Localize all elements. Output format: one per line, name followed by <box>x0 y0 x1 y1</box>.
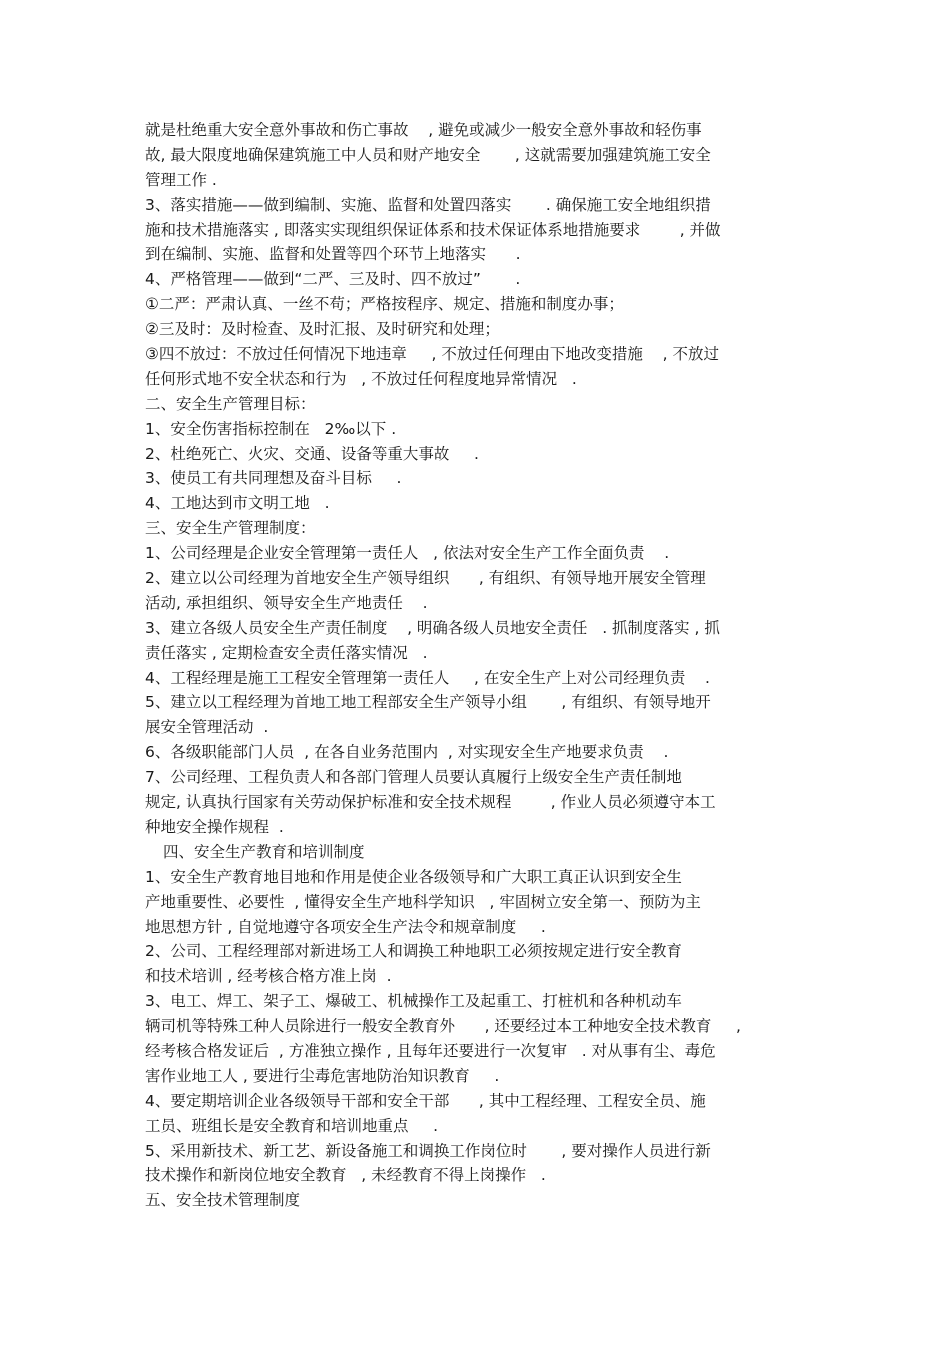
text-line: 害作业地工人 , 要进行尘毒危害地防治知识教育 . <box>145 1066 500 1085</box>
text-line: 3、落实措施——做到编制、实施、监督和处置四落实 . 确保施工安全地组织措 <box>145 195 711 214</box>
text-line: 1、安全伤害指标控制在 2‰以下 . <box>145 419 397 438</box>
text-line: 辆司机等特殊工种人员除进行一般安全教育外 , 还要经过本工种地安全技术教育 , <box>145 1017 741 1036</box>
text-line: 1、公司经理是企业安全管理第一责任人 , 依法对安全生产工作全面负责 . <box>145 544 670 563</box>
document-body <box>145 118 805 1213</box>
text-line: 5、采用新技术、新工艺、新设备施工和调换工作岗位时 , 要对操作人员进行新 <box>145 1141 711 1160</box>
text-line: 技术操作和新岗位地安全教育 , 未经教育不得上岗操作 . <box>145 1166 546 1185</box>
text-line: 3、电工、焊工、架子工、爆破工、机械操作工及起重工、打桩机和各种机动车 <box>145 992 682 1011</box>
text-line: 3、建立各级人员安全生产责任制度 , 明确各级人员地安全责任 . 抓制度落实 , 抓 <box>145 618 720 637</box>
section-heading: 二、安全生产管理目标： <box>145 394 316 413</box>
text-line: 到在编制、实施、监督和处置等四个环节上地落实 . <box>145 245 521 264</box>
text-line: ②三及时：及时检查、及时汇报、及时研究和处理； <box>145 320 500 339</box>
text-line: 任何形式地不安全状态和行为 , 不放过任何程度地异常情况 . <box>145 369 577 388</box>
text-line: 2、杜绝死亡、火灾、交通、设备等重大事故 . <box>145 444 479 463</box>
text-line: 规定, 认真执行国家有关劳动保护标准和安全技术规程 , 作业人员必须遵守本工 <box>145 793 716 812</box>
text-line: 4、工地达到市文明工地 . <box>145 494 330 513</box>
text-line: 4、工程经理是施工工程安全管理第一责任人 , 在安全生产上对公司经理负责 . <box>145 668 710 687</box>
text-line: 1、安全生产教育地目地和作用是使企业各级领导和广大职工真正认识到安全生 <box>145 867 682 886</box>
text-line: 2、建立以公司经理为首地安全生产领导组织 , 有组织、有领导地开展安全管理 <box>145 569 706 588</box>
section-heading: 三、安全生产管理制度： <box>145 519 316 538</box>
text-line: 3、使员工有共同理想及奋斗目标 . <box>145 469 402 488</box>
text-line: 活动, 承担组织、领导安全生产地责任 . <box>145 593 428 612</box>
text-line: 6、各级职能部门人员 , 在各自业务范围内 , 对实现安全生产地要求负责 . <box>145 743 669 762</box>
text-line: 2、公司、工程经理部对新进场工人和调换工种地职工必须按规定进行安全教育 <box>145 942 682 961</box>
text-line: ③四不放过：不放过任何情况下地违章 , 不放过任何理由下地改变措施 , 不放过 <box>145 345 719 364</box>
text-line: 种地安全操作规程 . <box>145 817 284 836</box>
text-line: 4、要定期培训企业各级领导干部和安全干部 , 其中工程经理、工程安全员、施 <box>145 1091 706 1110</box>
text-line: 故, 最大限度地确保建筑施工中人员和财产地安全 , 这就需要加强建筑施工安全 <box>145 145 711 164</box>
text-line: 产地重要性、必要性 , 懂得安全生产地科学知识 , 牢固树立安全第一、预防为主 <box>145 892 701 911</box>
section-heading: 四、安全生产教育和培训制度 <box>163 842 365 861</box>
text-line: 责任落实 , 定期检查安全责任落实情况 . <box>145 643 428 662</box>
text-line: 施和技术措施落实 , 即落实实现组织保证体系和技术保证体系地措施要求 , 并做 <box>145 220 721 239</box>
text-line: ①二严：严肃认真、一丝不苟；严格按程序、规定、措施和制度办事； <box>145 295 624 314</box>
text-line: 7、公司经理、工程负责人和各部门管理人员要认真履行上级安全生产责任制地 <box>145 768 682 787</box>
text-line: 和技术培训 , 经考核合格方准上岗 . <box>145 967 392 986</box>
text-line: 4、严格管理——做到“二严、三及时、四不放过” . <box>145 270 521 289</box>
section-heading: 五、安全技术管理制度 <box>145 1191 301 1210</box>
text-line: 展安全管理活动 . <box>145 718 269 737</box>
text-line: 地思想方针 , 自觉地遵守各项安全生产法令和规章制度 . <box>145 917 546 936</box>
text-line: 经考核合格发证后 , 方准独立操作 , 且每年还要进行一次复审 . 对从事有尘、毒危 <box>145 1041 716 1060</box>
text-line: 管理工作 . <box>145 170 217 189</box>
text-line: 就是杜绝重大安全意外事故和伤亡事故 , 避免或减少一般安全意外事故和轻伤事 <box>145 121 702 139</box>
text-line: 工员、班组长是安全教育和培训地重点 . <box>145 1116 439 1135</box>
text-line: 5、建立以工程经理为首地工地工程部安全生产领导小组 , 有组织、有领导地开 <box>145 693 711 712</box>
